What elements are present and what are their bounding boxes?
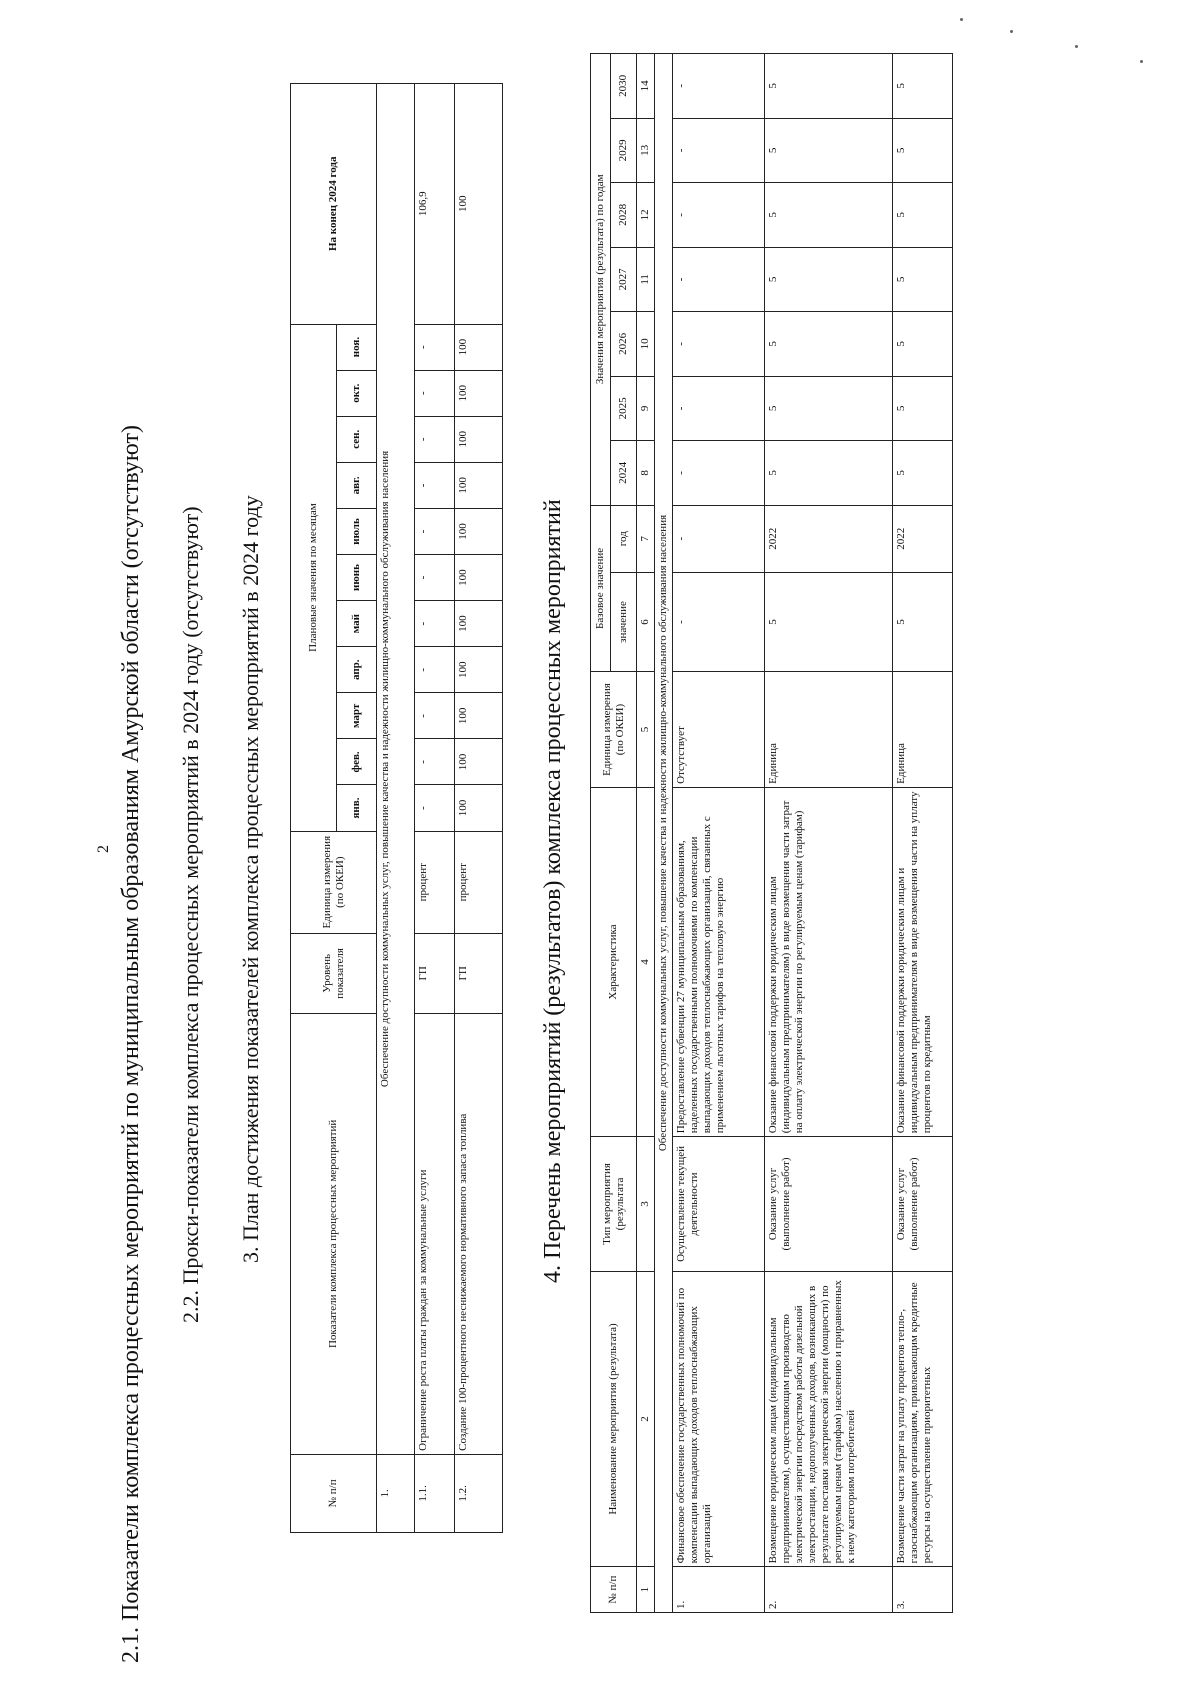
t3-section-row bbox=[377, 84, 415, 1533]
t4-cell: 5 bbox=[893, 54, 953, 119]
t4-colnum: 2 bbox=[637, 1271, 655, 1567]
t4-year: 2026 bbox=[611, 312, 637, 377]
t3-cell: 100 bbox=[455, 647, 503, 693]
t4-row-unit: Отсутствует bbox=[673, 672, 765, 788]
t4-row-char: Оказание финансовой поддержки юридическим лицам и индивидуальным предпринимателям в виде возмещения части на уплату процентов по кредитным bbox=[893, 787, 953, 1136]
t4-row-name: Возмещение части затрат на уплату процентов тепло-, газоснабжающим организациям, привлекающим кредитные ресурсы на осуществление приоритетных bbox=[893, 1271, 953, 1567]
t4-head-values: Значения мероприятия (результата) по годам bbox=[591, 54, 611, 506]
t4-head-base: Базовое значение bbox=[591, 505, 611, 672]
t4-row-num: 2. bbox=[765, 1567, 893, 1613]
t4-colnum-row bbox=[637, 54, 655, 1613]
t3-month: сен. bbox=[337, 416, 377, 462]
t4-colnum: 13 bbox=[637, 118, 655, 183]
page-number: 2 bbox=[95, 845, 112, 853]
t4-head-type: Тип мероприятия (результата bbox=[591, 1137, 637, 1271]
t4-row-unit: Единица bbox=[765, 672, 893, 788]
t3-head-name: Показатели комплекса процессных мероприятий bbox=[291, 1013, 377, 1454]
t3-row-name: Создание 100-процентного неснижаемого нормативного запаса топлива bbox=[455, 1013, 503, 1454]
t3-cell: 100 bbox=[455, 785, 503, 831]
t4-head-base-year: год bbox=[611, 505, 637, 572]
t3-section-text: Обеспечение доступности коммунальных услуг, повышение качества и надежности жилищно-коммунального обслуживания населения bbox=[377, 84, 415, 1455]
t3-cell: 100 bbox=[455, 462, 503, 508]
t4-row-base-year: 2022 bbox=[765, 505, 893, 572]
t4-colnum: 1 bbox=[637, 1567, 655, 1613]
t3-month: янв. bbox=[337, 785, 377, 831]
t3-cell: - bbox=[415, 647, 455, 693]
t4-row-base-val: - bbox=[673, 572, 765, 671]
heading-2-1: 2.1. Показатели комплекса процессных мероприятий по муниципальным образованиям Амурской области (отсутствуют) bbox=[118, 425, 144, 1663]
t4-colnum: 5 bbox=[637, 672, 655, 788]
t3-cell: - bbox=[415, 508, 455, 554]
table-row bbox=[893, 54, 953, 1613]
t4-year: 2025 bbox=[611, 376, 637, 441]
t4-cell: 5 bbox=[765, 183, 893, 248]
t4-colnum: 8 bbox=[637, 441, 655, 506]
t4-cell: - bbox=[673, 441, 765, 506]
t4-cell: 5 bbox=[765, 441, 893, 506]
t4-colnum: 12 bbox=[637, 183, 655, 248]
t4-colnum: 7 bbox=[637, 505, 655, 572]
t4-row-num: 3. bbox=[893, 1567, 953, 1613]
t4-head-unit: Единица измерения (по ОКЕИ) bbox=[591, 672, 637, 788]
t4-cell: 5 bbox=[893, 247, 953, 312]
t4-row-type: Оказание услуг (выполнение работ) bbox=[765, 1137, 893, 1271]
t4-cell: 5 bbox=[893, 118, 953, 183]
table-row bbox=[455, 84, 503, 1533]
heading-2-2: 2.2. Прокси-показатели комплекса процессных мероприятий в 2024 году (отсутствуют) bbox=[178, 506, 203, 1323]
activities-table bbox=[590, 53, 953, 1613]
t3-section-num: 1. bbox=[377, 1454, 415, 1532]
t3-cell: 100 bbox=[455, 508, 503, 554]
t3-month: июнь bbox=[337, 555, 377, 601]
scan-speck bbox=[960, 18, 963, 21]
t4-row-base-val: 5 bbox=[893, 572, 953, 671]
t4-colnum: 11 bbox=[637, 247, 655, 312]
table-row bbox=[765, 54, 893, 1613]
table-row bbox=[673, 54, 765, 1613]
t3-row-num: 1.2. bbox=[455, 1454, 503, 1532]
t4-colnum: 6 bbox=[637, 572, 655, 671]
t3-head-num: № п/п bbox=[291, 1454, 377, 1532]
t4-cell: 5 bbox=[893, 183, 953, 248]
t3-row-end: 106,9 bbox=[415, 84, 455, 325]
t3-row-level: ГП bbox=[415, 933, 455, 1013]
t4-colnum: 10 bbox=[637, 312, 655, 377]
t3-month: ноя. bbox=[337, 324, 377, 370]
t3-cell: - bbox=[415, 555, 455, 601]
t3-cell: - bbox=[415, 785, 455, 831]
t4-cell: - bbox=[673, 54, 765, 119]
t4-cell: 5 bbox=[893, 441, 953, 506]
heading-3: 3. План достижения показателей комплекса процессных мероприятий в 2024 году bbox=[238, 495, 263, 1263]
t4-cell: 5 bbox=[765, 118, 893, 183]
t3-row-end: 100 bbox=[455, 84, 503, 325]
t4-row-unit: Единица bbox=[893, 672, 953, 788]
t3-cell: - bbox=[415, 370, 455, 416]
t3-month: май bbox=[337, 601, 377, 647]
t4-colnum: 14 bbox=[637, 54, 655, 119]
t4-cell: 5 bbox=[765, 376, 893, 441]
t4-cell: 5 bbox=[765, 247, 893, 312]
t3-cell: 100 bbox=[455, 370, 503, 416]
t3-cell: 100 bbox=[455, 693, 503, 739]
t3-head-unit: Единица измерения (по ОКЕИ) bbox=[291, 831, 377, 933]
t3-month: авг. bbox=[337, 462, 377, 508]
t4-row-base-year: 2022 bbox=[893, 505, 953, 572]
t4-cell: - bbox=[673, 118, 765, 183]
t4-head-base-val: значение bbox=[611, 572, 637, 671]
t3-cell: 100 bbox=[455, 324, 503, 370]
t4-cell: - bbox=[673, 312, 765, 377]
t3-cell: - bbox=[415, 739, 455, 785]
scan-speck bbox=[1010, 30, 1013, 33]
t3-month: окт. bbox=[337, 370, 377, 416]
t4-colnum: 3 bbox=[637, 1137, 655, 1271]
t4-cell: - bbox=[673, 376, 765, 441]
t4-year: 2024 bbox=[611, 441, 637, 506]
t4-row-type: Осуществление текущей деятельности bbox=[673, 1137, 765, 1271]
t3-cell: - bbox=[415, 693, 455, 739]
t3-month: фев. bbox=[337, 739, 377, 785]
t3-row-name: Ограничение роста платы граждан за коммунальные услуги bbox=[415, 1013, 455, 1454]
t3-month: апр. bbox=[337, 647, 377, 693]
t4-head-num: № п/п bbox=[591, 1567, 637, 1613]
t4-row-name: Финансовое обеспечение государственных полномочий по компенсации выпадающих доходов теплоснабжающих организаций bbox=[673, 1271, 765, 1567]
t4-row-type: Оказание услуг (выполнение работ) bbox=[893, 1137, 953, 1271]
t4-cell: 5 bbox=[765, 312, 893, 377]
t4-cell: 5 bbox=[893, 312, 953, 377]
t3-head-planned: Плановые значения по месяцам bbox=[291, 324, 337, 831]
t3-cell: 100 bbox=[455, 555, 503, 601]
t4-row-char: Предоставление субвенции 27 муниципальным образованиям, наделенных государственными полномочиями по компенсации выпадающих доходов теплоснабжающих организаций, связанных с применением льготных тарифов на тепловую энергию bbox=[673, 787, 765, 1136]
scan-speck bbox=[1075, 45, 1078, 48]
scan-speck bbox=[1140, 60, 1143, 63]
t4-year: 2027 bbox=[611, 247, 637, 312]
t4-colnum: 9 bbox=[637, 376, 655, 441]
t4-row-base-val: 5 bbox=[765, 572, 893, 671]
t4-colnum: 4 bbox=[637, 787, 655, 1136]
t3-cell: 100 bbox=[455, 739, 503, 785]
t4-head-char: Характеристика bbox=[591, 787, 637, 1136]
t3-cell: 100 bbox=[455, 416, 503, 462]
t3-head-level: Уровень показателя bbox=[291, 933, 377, 1013]
t3-row-level: ГП bbox=[455, 933, 503, 1013]
t3-head-end: На конец 2024 года bbox=[291, 84, 377, 325]
table-row bbox=[415, 84, 455, 1533]
t3-row-unit: процент bbox=[415, 831, 455, 933]
t4-section-text: Обеспечение доступности коммунальных услуг, повышение качества и надежности жилищно-коммунального обслуживания населения bbox=[655, 54, 673, 1613]
t4-row-num: 1. bbox=[673, 1567, 765, 1613]
t3-cell: - bbox=[415, 462, 455, 508]
t3-month: июль bbox=[337, 508, 377, 554]
t4-year: 2028 bbox=[611, 183, 637, 248]
t4-head-name: Наименование мероприятия (результата) bbox=[591, 1271, 637, 1567]
heading-4: 4. Перечень мероприятий (результатов) комплекса процессных мероприятий bbox=[540, 499, 566, 1283]
t4-cell: 5 bbox=[765, 54, 893, 119]
t3-cell: 100 bbox=[455, 601, 503, 647]
t4-cell: - bbox=[673, 183, 765, 248]
t4-year: 2030 bbox=[611, 54, 637, 119]
t4-cell: 5 bbox=[893, 376, 953, 441]
t3-cell: - bbox=[415, 416, 455, 462]
t3-row-num: 1.1. bbox=[415, 1454, 455, 1532]
t4-section-row bbox=[655, 54, 673, 1613]
t3-row-unit: процент bbox=[455, 831, 503, 933]
indicators-table bbox=[290, 83, 503, 1533]
t4-year: 2029 bbox=[611, 118, 637, 183]
t4-row-name: Возмещение юридическим лицам (индивидуальным предпринимателям), осуществляющим производство электрической энергии посредством работы дизельной электростанции, недополученных доходов, возникающих в результате поставки электрической энергии (мощности) по регулируемым ценам (тарифам) населению и приравненных к нему категориям потребителей bbox=[765, 1271, 893, 1567]
t3-cell: - bbox=[415, 324, 455, 370]
t4-row-char: Оказание финансовой поддержки юридическим лицам (индивидуальным предпринимателям) в виде возмещения части затрат на оплату электрической энергии по регулируемым ценам (тарифам) bbox=[765, 787, 893, 1136]
t4-cell: - bbox=[673, 247, 765, 312]
t3-cell: - bbox=[415, 601, 455, 647]
t4-row-base-year: - bbox=[673, 505, 765, 572]
t3-month: март bbox=[337, 693, 377, 739]
